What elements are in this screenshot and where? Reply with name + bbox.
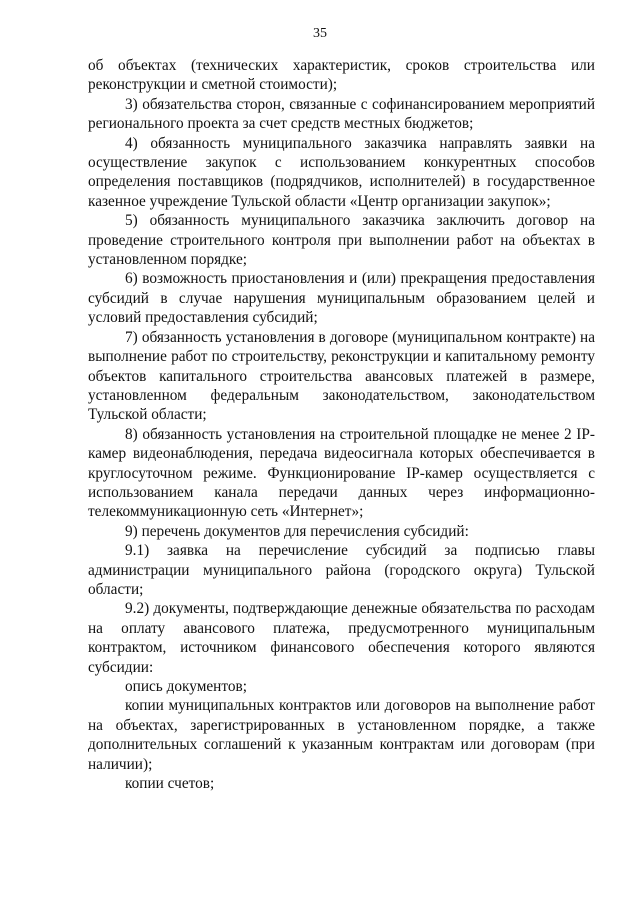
paragraph-invoice-copies: копии счетов; xyxy=(125,775,215,793)
paragraph-objects-continuation: об объектах (технических характеристик, сроков строительства или реконструкции и сметной стоимости); xyxy=(88,57,595,94)
document-body xyxy=(88,56,595,793)
paragraph-item-6: 6) возможность приостановления и (или) прекращения предоставления субсидий в случае нарушения муниципальным образованием целей и условий предоставления субсидий; xyxy=(88,270,595,327)
page-number: 35 xyxy=(313,26,327,41)
paragraph-item-4: 4) обязанность муниципального заказчика направлять заявки на осуществление закупок с использованием конкурентных способов определения поставщиков (подрядчиков, исполнителей) в государственное казенное учреждение Тульской области «Центр организации закупок»; xyxy=(88,134,595,210)
paragraph-item-7: 7) обязанность установления в договоре (муниципальном контракте) на выполнение работ по строительству, реконструкции и капитальному ремонту объектов капитального строительства авансовых платежей в размере, установленном федеральным законодательством, законодательством Тульской области; xyxy=(88,328,595,424)
paragraph-item-9-1: 9.1) заявка на перечисление субсидий за подписью главы администрации муниципального района (городского округа) Тульской области; xyxy=(88,542,595,598)
paragraph-item-3: 3) обязательства сторон, связанные с софинансированием мероприятий регионального проекта за счет средств местных бюджетов; xyxy=(88,95,595,133)
paragraph-contract-copies: копии муниципальных контрактов или договоров на выполнение работ на объектах, зарегистрированных в установленном порядке, а также дополнительных соглашений к указанным контрактам или договорам (при наличии); xyxy=(88,697,595,773)
paragraph-item-5: 5) обязанность муниципального заказчика заключить договор на проведение строительного контроля при выполнении работ на объектах в установленном порядке; xyxy=(88,212,595,269)
paragraph-inventory: опись документов; xyxy=(125,678,247,695)
paragraph-item-8: 8) обязанность установления на строительной площадке не менее 2 IP-камер видеонаблюдения, передача видеосигнала которых обеспечивается в круглосуточном режиме. Функционирование IP-камер осуществляется с использованием канала передачи данных через информационно-телекоммуникационную сеть «Интернет»; xyxy=(88,425,595,521)
paragraph-item-9-2: 9.2) документы, подтверждающие денежные обязательства по расходам на оплату авансового платежа, предусмотренного муниципальным контрактом, источником финансового обеспечения которого являются субсидии: xyxy=(88,600,595,676)
paragraph-item-9: 9) перечень документов для перечисления субсидий: xyxy=(125,522,469,540)
